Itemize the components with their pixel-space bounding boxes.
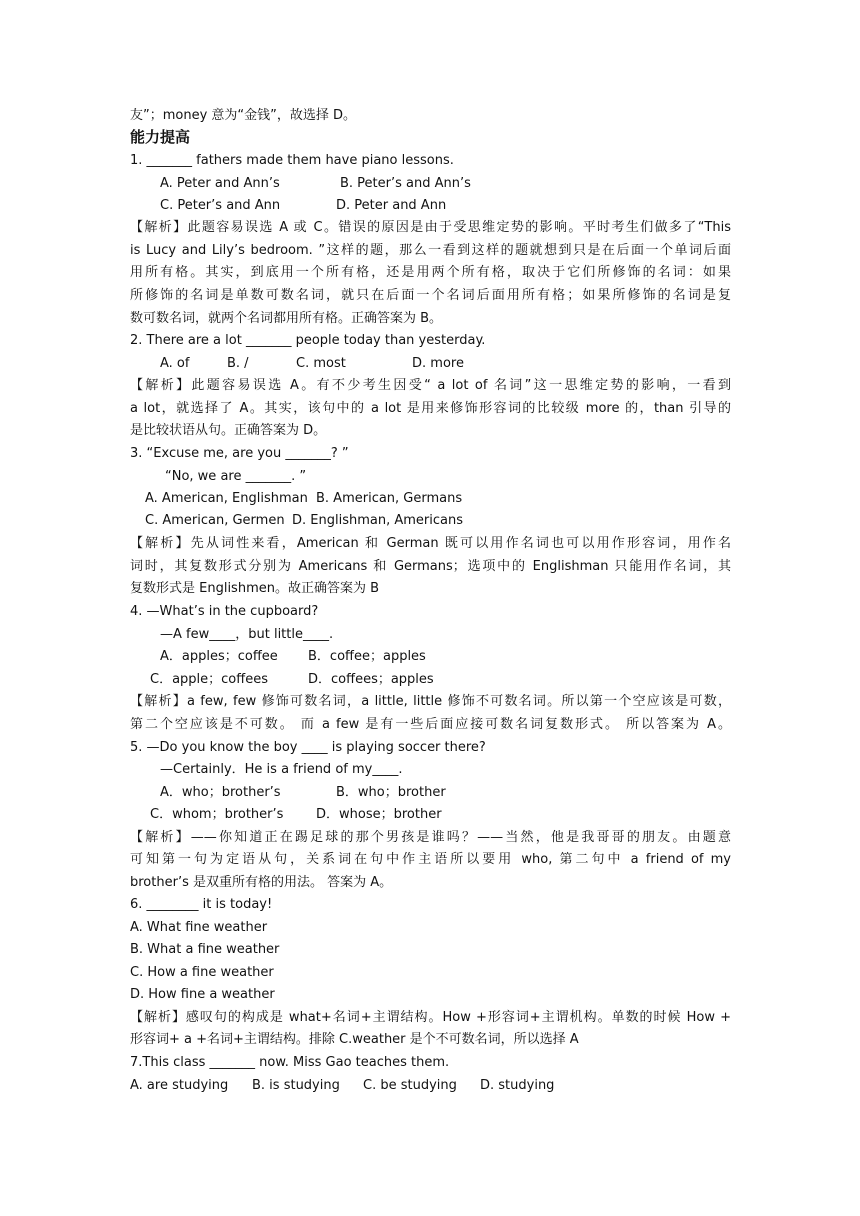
- question-6: 6. ________ it is today!: [130, 897, 273, 912]
- explanation-6: 【解析】感叹句的构成是 what+名词+主谓结构。How +形容词+主谓机构。单数的时候 How +: [130, 1010, 731, 1025]
- explanation-5: brother’s 是双重所有格的用法。 答案为 A。: [130, 875, 393, 890]
- option-4a: A．apples；coffee: [160, 649, 278, 664]
- explanation-5: 可知第一句为定语从句，关系词在句中作主语所以要用 who, 第二句中 a friend of my: [130, 852, 731, 867]
- option-4d: D．coffees；apples: [308, 672, 434, 687]
- explanation-2: a lot，就选择了 A。其实，该句中的 a lot 是用来修饰形容词的比较级 more 的，than 引导的: [130, 401, 731, 416]
- explanation-2: 【解析】此题容易误选 A。有不少考生因受“ a lot of 名词”这一思维定势的影响，一看到: [130, 378, 731, 393]
- option-2b: B. /: [227, 356, 249, 371]
- question-4: 4. —What’s in the cupboard?: [130, 604, 319, 619]
- option-3c: C. American, Germen: [145, 513, 285, 528]
- question-5-response: —Certainly．He is a friend of my____.: [160, 762, 403, 777]
- question-2: 2. There are a lot _______ people today than yesterday.: [130, 333, 486, 348]
- option-7b: B. is studying: [252, 1078, 340, 1093]
- option-3d: D. Englishman, Americans: [292, 513, 463, 528]
- option-6b: B. What a fine weather: [130, 942, 280, 957]
- option-5c: C．whom；brother’s: [150, 807, 284, 822]
- option-7c: C. be studying: [363, 1078, 457, 1093]
- option-6a: A. What fine weather: [130, 920, 268, 935]
- explanation-3: 词时，其复数形式分别为 Americans 和 Germans；选项中的 Englishman 只能用作名词，其: [130, 559, 731, 574]
- question-3-response: “No, we are _______. ”: [165, 469, 307, 484]
- question-4-response: —A few____，but little____.: [160, 627, 334, 642]
- explanation-1: 数可数名词，就两个名词都用所有格。正确答案为 B。: [130, 311, 443, 326]
- question-1: 1. _______ fathers made them have piano lessons.: [130, 153, 454, 168]
- option-3a: A. American, Englishman: [145, 491, 308, 506]
- explanation-2: 是比较状语从句。正确答案为 D。: [130, 423, 327, 438]
- option-5d: D．whose；brother: [316, 807, 442, 822]
- option-2c: C. most: [296, 356, 346, 371]
- option-1c: C. Peter’s and Ann: [160, 198, 281, 213]
- option-3b: B. American, Germans: [316, 491, 463, 506]
- option-6c: C. How a fine weather: [130, 965, 274, 980]
- text-line: 友”；money 意为“金钱”，故选择 D。: [130, 108, 357, 123]
- explanation-3: 【解析】先从词性来看，American 和 German 既可以用作名词也可以用作形容词，用作名: [130, 536, 731, 551]
- explanation-4: 【解析】a few, few 修饰可数名词，a little, little 修饰不可数名词。所以第一个空应该是可数，: [130, 694, 731, 709]
- question-3: 3. “Excuse me, are you _______? ”: [130, 446, 349, 461]
- option-1a: A. Peter and Ann’s: [160, 176, 280, 191]
- section-heading: 能力提高: [130, 128, 191, 146]
- explanation-1: 用所有格。其实，到底用一个所有格，还是用两个所有格，取决于它们所修饰的名词：如果: [130, 265, 731, 280]
- explanation-1: is Lucy and Lily’s bedroom. ”这样的题，那么一看到这样的题就想到只是在后面一个单词后面: [130, 243, 731, 258]
- option-6d: D. How fine a weather: [130, 987, 275, 1002]
- option-5a: A．who；brother’s: [160, 785, 281, 800]
- option-7a: A. are studying: [130, 1078, 229, 1093]
- option-7d: D. studying: [480, 1078, 555, 1093]
- question-5: 5. —Do you know the boy ____ is playing soccer there?: [130, 740, 486, 755]
- option-1d: D. Peter and Ann: [336, 198, 447, 213]
- explanation-4: 第二个空应该是不可数。 而 a few 是有一些后面应接可数名词复数形式。 所以答案为 A。: [130, 717, 731, 732]
- option-5b: B．who；brother: [336, 785, 446, 800]
- explanation-1: 所修饰的名词是单数可数名词，就只在后面一个名词后面用所有格；如果所修饰的名词是复: [130, 288, 731, 303]
- explanation-5: 【解析】——你知道正在踢足球的那个男孩是谁吗？——当然，他是我哥哥的朋友。由题意: [130, 830, 731, 845]
- explanation-3: 复数形式是 Englishmen。故正确答案为 B: [130, 581, 380, 596]
- explanation-6: 形容词+ a +名词+主谓结构。排除 C.weather 是个不可数名词，所以选择 A: [130, 1032, 579, 1047]
- option-2d: D. more: [412, 356, 464, 371]
- option-2a: A. of: [160, 356, 190, 371]
- option-4b: B．coffee；apples: [308, 649, 426, 664]
- question-7: 7.This class _______ now. Miss Gao teaches them.: [130, 1055, 450, 1070]
- explanation-1: 【解析】此题容易误选 A 或 C。错误的原因是由于受思维定势的影响。平时考生们做多了“This: [130, 220, 731, 235]
- option-4c: C．apple；coffees: [150, 672, 268, 687]
- option-1b: B. Peter’s and Ann’s: [340, 176, 471, 191]
